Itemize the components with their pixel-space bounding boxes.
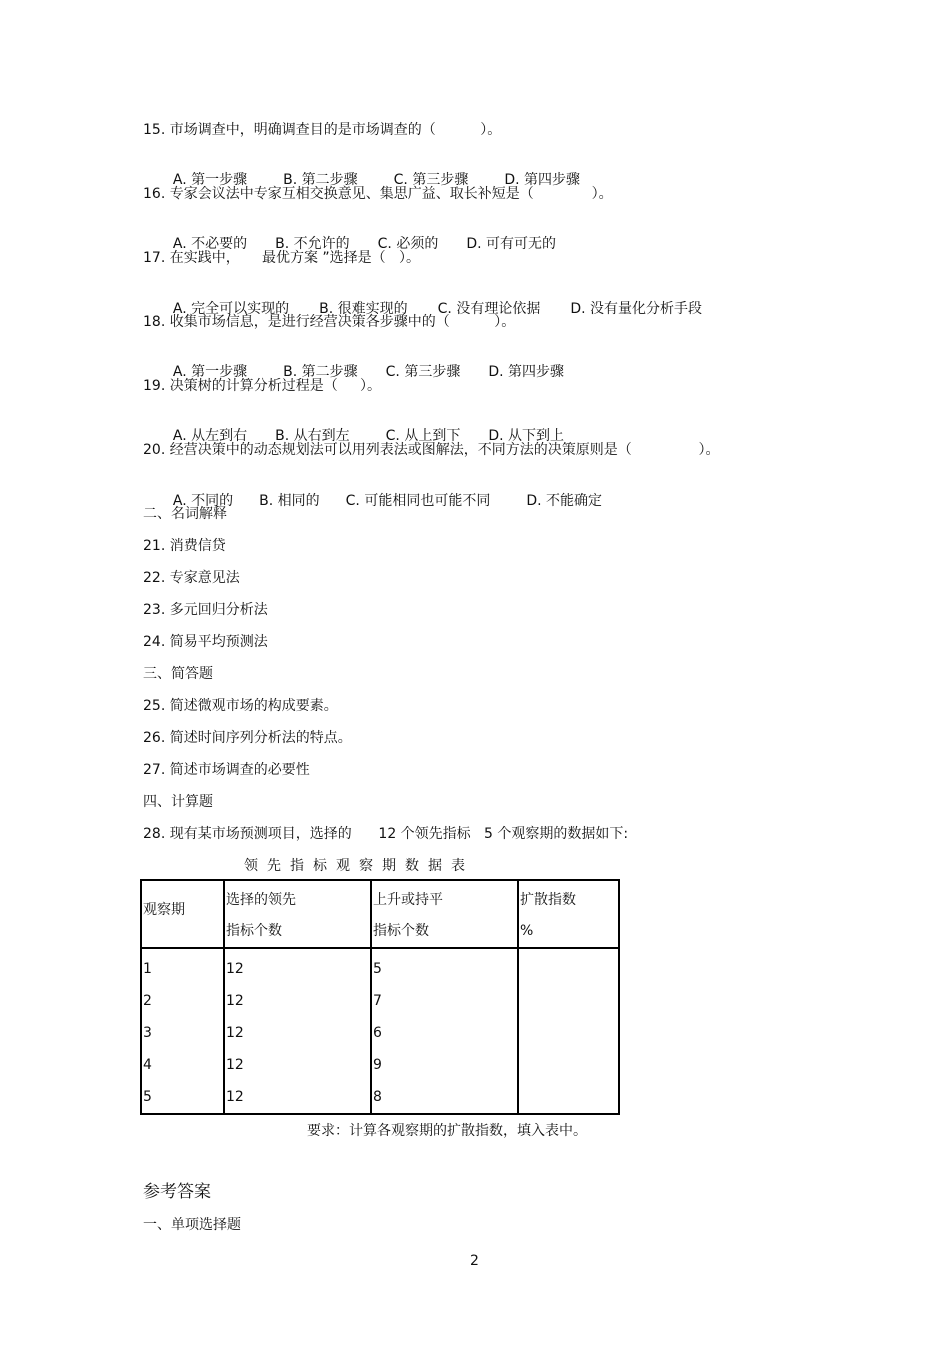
observation-table — [140, 879, 620, 1115]
table-cell: 12 — [226, 1057, 244, 1073]
option-a: A. 不同的 — [172, 493, 234, 509]
section-3-title: 三、简答题 — [143, 666, 213, 682]
list-item: 26. 简述时间序列分析法的特点。 — [143, 730, 352, 746]
option-b: B. 第二步骤 — [283, 364, 358, 380]
option-a: A. 第一步骤 — [172, 172, 248, 188]
question-18-stem: 18. 收集市场信息，是进行经营决策各步骤中的（ ）。 — [143, 314, 516, 330]
col-rising — [371, 948, 518, 1114]
option-b: B. 第二步骤 — [283, 172, 358, 188]
option-c: C. 可能相同也可能不同 — [345, 493, 491, 509]
option-a: A. 第一步骤 — [172, 364, 248, 380]
answers-title: 参考答案 — [143, 1182, 211, 1202]
option-b: B. 很难实现的 — [319, 301, 408, 317]
table-cell: 5 — [143, 1089, 152, 1105]
table-cell: 3 — [143, 1025, 152, 1041]
question-17-stem: 17. 在实践中， 最优方案 ”选择是（ ）。 — [143, 250, 421, 266]
question-16-stem: 16. 专家会议法中专家互相交换意见、集思广益、取长补短是（ ）。 — [143, 186, 613, 202]
question-20-options — [164, 474, 636, 510]
col-diffusion — [518, 948, 619, 1114]
table-cell: 6 — [373, 1025, 382, 1041]
table-cell: 12 — [226, 993, 244, 1009]
table-header-row — [141, 880, 619, 948]
table-cell: 2 — [143, 993, 152, 1009]
table-cell: 4 — [143, 1057, 152, 1073]
table-cell: 1 — [143, 961, 152, 977]
table-cell: 5 — [373, 961, 382, 977]
option-d: D. 可有可无的 — [466, 236, 557, 252]
option-d: D. 没有量化分析手段 — [570, 301, 703, 317]
section-2-title: 二、名词解释 — [143, 506, 227, 522]
question-15-options — [164, 153, 614, 189]
table-cell: 7 — [373, 993, 382, 1009]
page-number: 2 — [470, 1253, 479, 1269]
option-a: A. 从左到右 — [172, 428, 248, 444]
section-4-title: 四、计算题 — [143, 794, 213, 810]
table-cell: 12 — [226, 961, 244, 977]
list-item: 25. 简述微观市场的构成要素。 — [143, 698, 338, 714]
list-item: 27. 简述市场调查的必要性 — [143, 762, 310, 778]
question-18-options — [164, 345, 598, 381]
table-cell: 12 — [226, 1025, 244, 1041]
col-leading — [224, 948, 371, 1114]
option-d: D. 第四步骤 — [488, 364, 565, 380]
header-period: 观察期 — [141, 880, 224, 948]
list-item: 24. 简易平均预测法 — [143, 634, 268, 650]
option-a: A. 完全可以实现的 — [172, 301, 290, 317]
option-d: D. 从下到上 — [488, 428, 565, 444]
table-title: 领先指标观察期数据表 — [244, 858, 474, 874]
table-body-row — [141, 948, 619, 1114]
header-rising: 上升或持平 指标个数 — [371, 880, 518, 948]
list-item: 22. 专家意见法 — [143, 570, 240, 586]
option-c: C. 第三步骤 — [385, 364, 461, 380]
answers-section-1: 一、单项选择题 — [143, 1217, 241, 1233]
question-20-stem: 20. 经营决策中的动态规划法可以用列表法或图解法，不同方法的决策原则是（ ）。 — [143, 442, 720, 458]
option-a: A. 不必要的 — [172, 236, 248, 252]
col-period — [141, 948, 224, 1114]
option-c: C. 必须的 — [377, 236, 439, 252]
option-b: B. 不允许的 — [275, 236, 350, 252]
option-d: D. 第四步骤 — [504, 172, 581, 188]
option-c: C. 没有理论依据 — [437, 301, 541, 317]
option-c: C. 第三步骤 — [393, 172, 469, 188]
question-15-stem: 15. 市场调查中，明确调查目的是市场调查的（ ）。 — [143, 122, 502, 138]
requirement-note: 要求：计算各观察期的扩散指数，填入表中。 — [307, 1123, 587, 1139]
header-diffusion: 扩散指数 % — [518, 880, 619, 948]
table-cell: 9 — [373, 1057, 382, 1073]
option-b: B. 从右到左 — [275, 428, 350, 444]
option-c: C. 从上到下 — [385, 428, 461, 444]
question-19-options — [164, 409, 598, 445]
question-16-options — [164, 217, 590, 253]
list-item: 21. 消费信贷 — [143, 538, 226, 554]
option-d: D. 不能确定 — [526, 493, 603, 509]
table-cell: 8 — [373, 1089, 382, 1105]
question-28-stem: 28. 现有某市场预测项目，选择的 12 个领先指标 5 个观察期的数据如下: — [143, 826, 629, 842]
list-item: 23. 多元回归分析法 — [143, 602, 268, 618]
option-b: B. 相同的 — [259, 493, 320, 509]
header-leading: 选择的领先 指标个数 — [224, 880, 371, 948]
table-cell: 12 — [226, 1089, 244, 1105]
question-19-stem: 19. 决策树的计算分析过程是（ ）。 — [143, 378, 381, 394]
